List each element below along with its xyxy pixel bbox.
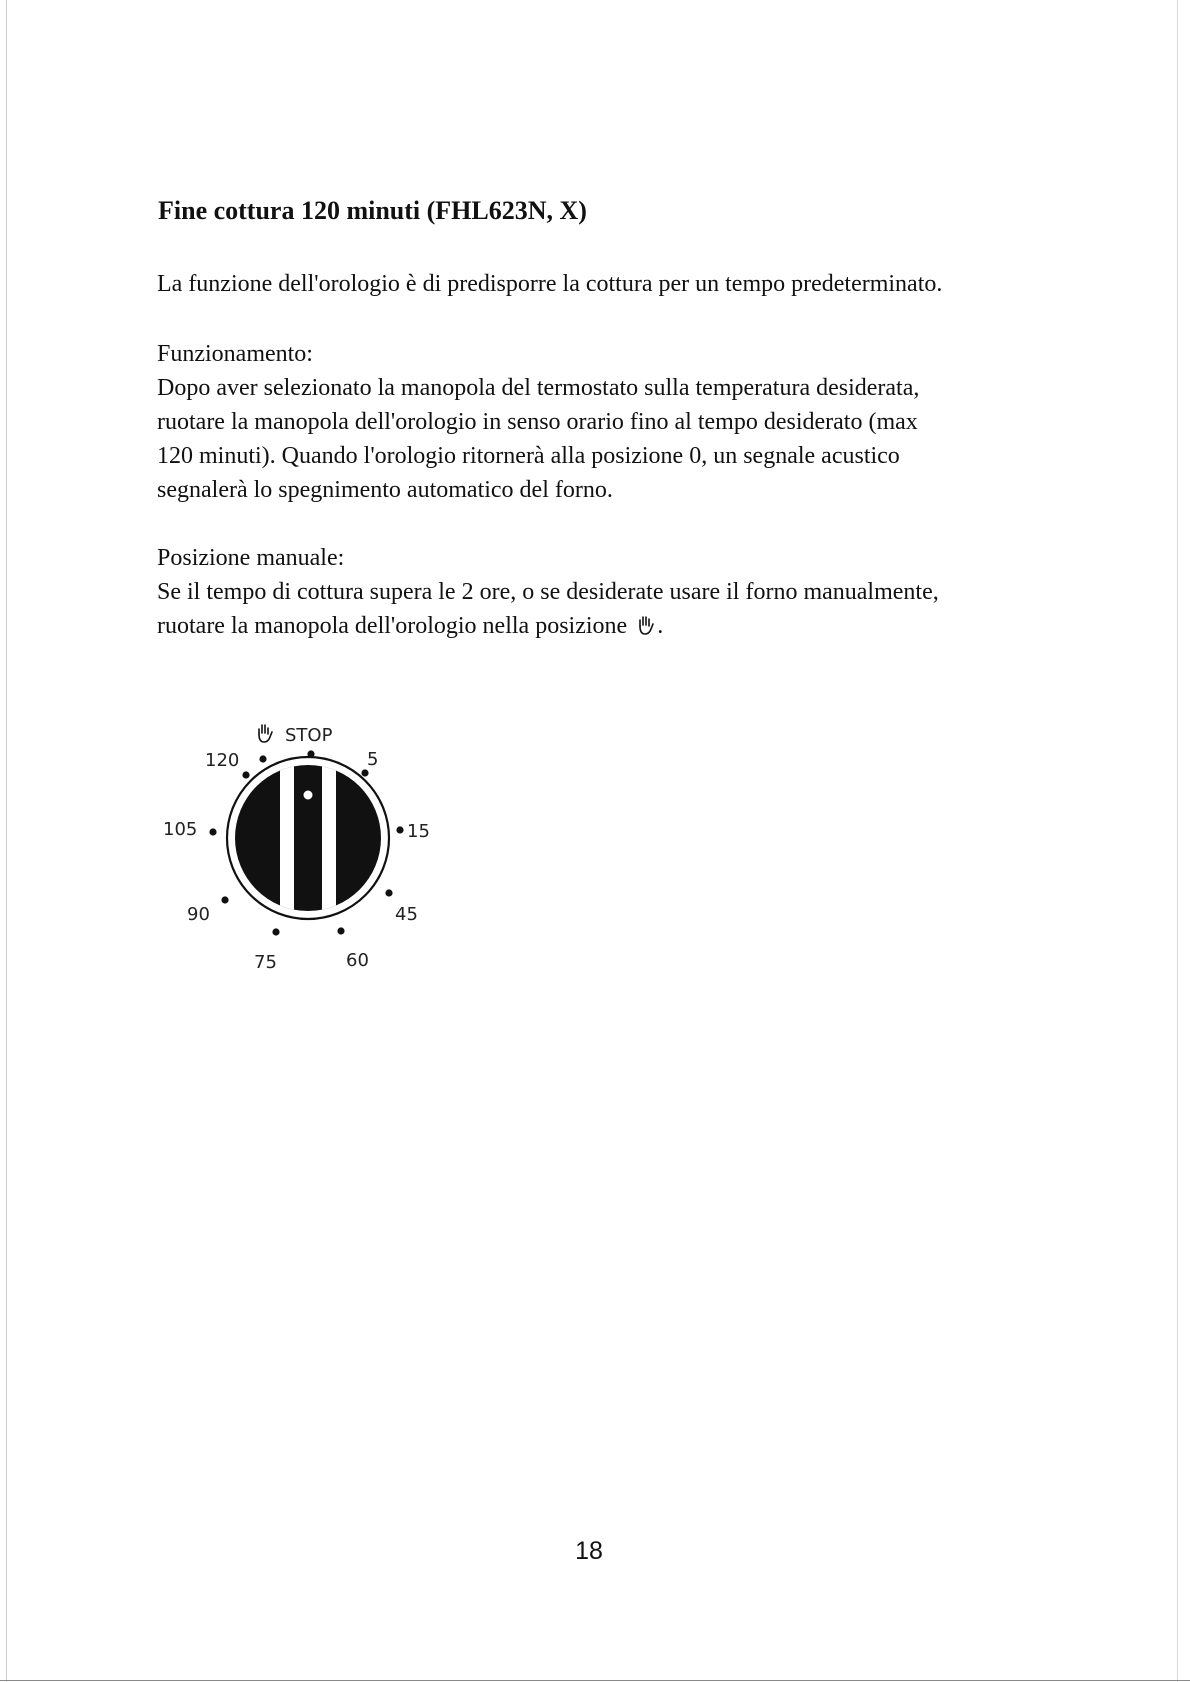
page-number: 18 <box>575 1537 603 1565</box>
dial-dot-120 <box>242 771 249 778</box>
dial-label-120: 120 <box>205 750 240 771</box>
manual-line-2: ruotare la manopola dell'orologio nella posizione <box>157 613 628 639</box>
dial-dot-stop <box>307 750 314 757</box>
dial-dot-105 <box>209 828 216 835</box>
manual-line-1: Se il tempo di cottura supera le 2 ore, o se desiderate usare il forno manualmente, <box>157 579 939 605</box>
dial-dot-90 <box>221 896 228 903</box>
dial-dot-5 <box>361 769 368 776</box>
dial-grip-gap-right <box>322 750 336 930</box>
page-edge-bottom <box>0 1680 1190 1681</box>
page-edge-left <box>6 0 7 1682</box>
dial-knob-body <box>235 765 381 911</box>
dial-dot-75 <box>272 928 279 935</box>
dial-label-15: 15 <box>407 821 430 842</box>
dial-label-105: 105 <box>163 819 198 840</box>
dial-manual-hand-icon <box>259 725 272 742</box>
manual-hand-icon <box>635 614 655 636</box>
dial-indicator-dot <box>304 791 313 800</box>
operation-line-1: Dopo aver selezionato la manopola del termostato sulla temperatura desiderata, <box>157 375 920 401</box>
page-edge-right <box>1177 0 1178 1682</box>
operation-line-3: 120 minuti). Quando l'orologio ritornerà alla posizione 0, un segnale acustico <box>157 443 900 469</box>
manual-label: Posizione manuale: <box>157 545 345 571</box>
dial-label-stop: STOP <box>285 725 333 746</box>
operation-label: Funzionamento: <box>157 341 313 367</box>
dial-label-45: 45 <box>395 904 418 925</box>
dial-label-60: 60 <box>346 950 369 971</box>
manual-paragraph <box>157 575 939 643</box>
dial-grip-gap-left <box>280 750 294 930</box>
manual-line-2-end: . <box>657 613 664 639</box>
timer-dial-figure <box>150 710 470 990</box>
section-heading: Fine cottura 120 minuti (FHL623N, X) <box>158 196 587 225</box>
timer-knob-icon <box>150 710 470 990</box>
dial-label-90: 90 <box>187 904 210 925</box>
operation-line-2: ruotare la manopola dell'orologio in senso orario fino al tempo desiderato (max <box>157 409 918 435</box>
operation-line-4: segnalerà lo spegnimento automatico del forno. <box>157 477 613 503</box>
operation-paragraph <box>157 371 919 507</box>
dial-dot-manual <box>259 755 266 762</box>
dial-dot-15 <box>396 826 403 833</box>
dial-label-5: 5 <box>367 749 379 770</box>
dial-dot-60 <box>337 927 344 934</box>
intro-paragraph: La funzione dell'orologio è di predisporre la cottura per un tempo predeterminato. <box>157 271 943 297</box>
dial-dot-45 <box>385 889 392 896</box>
dial-label-75: 75 <box>254 952 277 973</box>
